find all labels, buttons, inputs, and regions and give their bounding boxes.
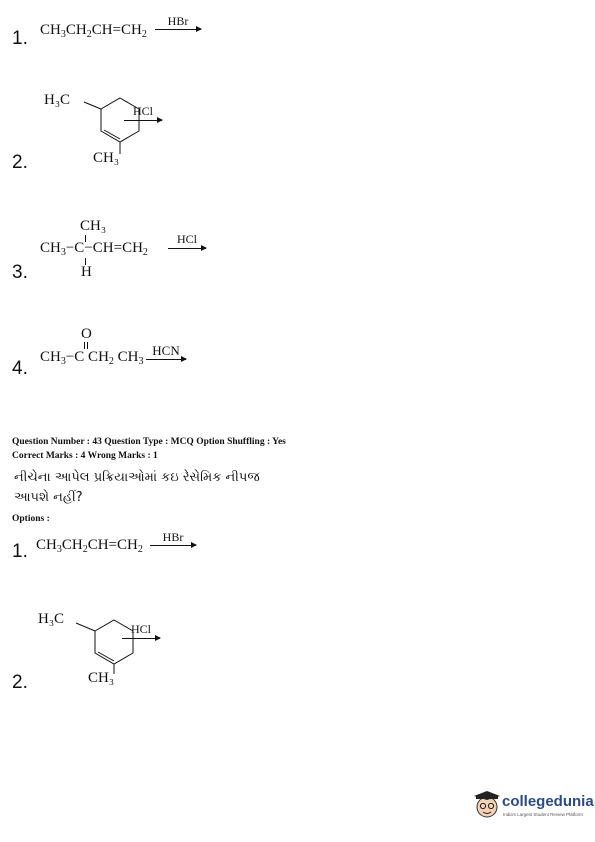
bottom-reagent-1: HBr: [162, 530, 184, 544]
methyl-top-2: H₃C: [44, 92, 71, 108]
reaction-arrow-4: [146, 359, 186, 360]
question-meta-line-2: Correct Marks : 4 Wrong Marks : 1: [12, 451, 158, 461]
reaction-arrow-1: [155, 29, 201, 30]
bottom-reaction-arrow-2: [122, 638, 160, 639]
option-number-1: 1.: [12, 28, 28, 49]
bottom-reactant-1: $CH_3CH_2CH=CH_2$: [36, 537, 143, 555]
reactant-4: $CH_3-C$ $CH_2$ $CH_3$: [40, 349, 144, 367]
option-number-3: 3.: [12, 262, 28, 283]
double-bond-a-4: [84, 342, 85, 349]
bottom-option-number-2: 2.: [12, 672, 28, 693]
bottom-reaction-arrow-1: [150, 545, 196, 546]
bottom-reagent-2: HCl: [130, 622, 151, 636]
methyl-bottom-2: CH₃: [93, 150, 120, 166]
methyl-branch-3: CH₃: [80, 218, 107, 234]
option-number-4: 4.: [12, 358, 28, 379]
bottom-option-number-1: 1.: [12, 541, 28, 562]
bottom-methyl-top-2: H₃C: [38, 611, 65, 627]
double-bond-b-4: [87, 342, 88, 349]
question-meta-line-1: Question Number : 43 Question Type : MCQ Option Shuffling : Yes: [12, 437, 286, 447]
hydrogen-3: H: [81, 264, 92, 280]
collegedunia-mascot-icon: [472, 790, 502, 820]
reagent-2: HCl: [132, 104, 153, 118]
reagent-1: HBr: [167, 14, 189, 28]
option-number-2: 2.: [12, 152, 28, 173]
reagent-4: HCN: [152, 343, 180, 358]
reaction-arrow-2: [124, 120, 162, 121]
question-text: નીચેના આપેલ પ્રક્રિયાઓમાં કઇ રેસેમિક નીપજ આપશે નહીં?: [14, 470, 260, 505]
reagent-3: HCl: [176, 232, 197, 246]
options-label: Options :: [12, 514, 50, 524]
reactant-1: $CH_3CH_2CH=CH_2$: [40, 22, 147, 40]
logo-name: collegedunia: [502, 793, 594, 810]
bottom-methyl-bottom-2: CH₃: [88, 670, 115, 686]
reaction-arrow-3: [168, 248, 206, 249]
reactant-3: $CH_3-C-CH=CH_2$: [40, 240, 148, 258]
logo-tagline: India's Largest Student Review Platform: [503, 812, 583, 817]
carbonyl-oxygen-4: O: [81, 326, 92, 342]
